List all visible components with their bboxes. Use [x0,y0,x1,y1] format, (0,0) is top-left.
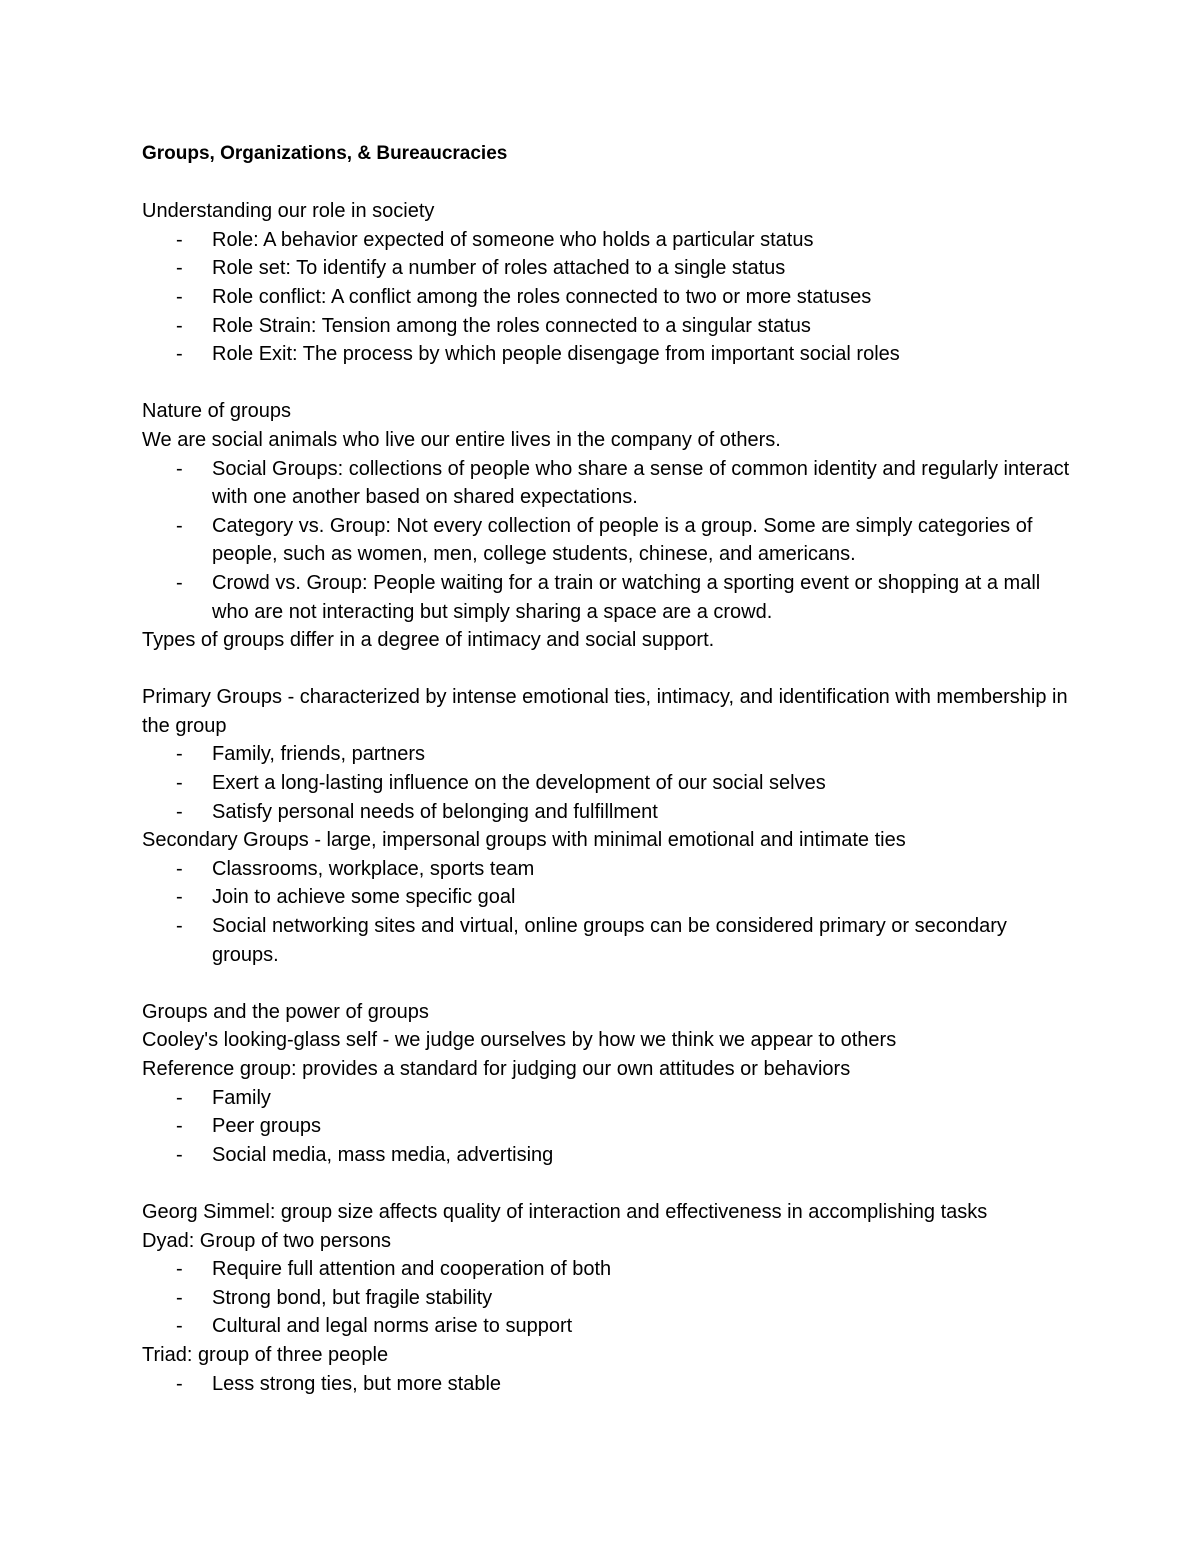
list-item: - Role conflict: A conflict among the roles connected to two or more statuses [142,283,1072,312]
list-item: - Cultural and legal norms arise to support [142,1312,1072,1341]
list-item: - Strong bond, but fragile stability [142,1284,1072,1313]
list-item: - Role: A behavior expected of someone who holds a particular status [142,226,1072,255]
paragraph: We are social animals who live our entire lives in the company of others. [142,428,781,451]
list-item: - Category vs. Group: Not every collection of people is a group. Some are simply categories of people, such as women, men, college students, chinese, and americans. [142,512,1072,569]
list-item: - Peer groups [142,1112,1072,1141]
list-item: - Family, friends, partners [142,740,1072,769]
bullet-list [142,1370,1072,1399]
paragraph: Reference group: provides a standard for judging our own attitudes or behaviors [142,1058,851,1080]
bullet-list [142,1084,1072,1170]
list-item: - Exert a long-lasting influence on the development of our social selves [142,769,1072,798]
paragraph: Triad: group of three people [142,1343,389,1366]
list-item: - Role set: To identify a number of roles attached to a single status [142,254,1072,283]
list-item: - Classrooms, workplace, sports team [142,855,1072,884]
list-item: - Role Exit: The process by which people disengage from important social roles [142,340,1072,369]
section-heading: Understanding our role in society [142,200,435,223]
spacer [142,655,1072,684]
bullet-list [142,740,1072,826]
paragraph: Types of groups differ in a degree of intimacy and social support. [142,629,715,652]
list-item: - Satisfy personal needs of belonging and fulfillment [142,798,1072,827]
list-item: - Crowd vs. Group: People waiting for a train or watching a sporting event or shopping at a mall who are not interacting but simply sharing a space are a crowd. [142,569,1072,626]
section-heading: Georg Simmel: group size affects quality of interaction and effectiveness in accomplishing tasks [142,1200,988,1223]
list-item: - Role Strain: Tension among the roles connected to a singular status [142,312,1072,341]
bullet-list [142,455,1072,627]
spacer [142,369,1072,398]
list-item: - Social networking sites and virtual, online groups can be considered primary or secondary groups. [142,912,1072,969]
list-item: - Social Groups: collections of people who share a sense of common identity and regularly interact with one another based on shared expectations. [142,455,1072,512]
spacer [142,969,1072,998]
document-title: Groups, Organizations, & Bureaucracies [142,143,508,164]
section-heading: Groups and the power of groups [142,1000,429,1023]
spacer [142,1169,1072,1198]
paragraph: Cooley's looking-glass self - we judge ourselves by how we think we appear to others [142,1029,897,1052]
list-item: - Require full attention and cooperation of both [142,1255,1072,1284]
bullet-list [142,855,1072,969]
list-item: - Join to achieve some specific goal [142,883,1072,912]
spacer [142,169,1072,198]
bullet-list [142,1255,1072,1341]
document-page [142,140,1072,1398]
section-heading: Secondary Groups - large, impersonal groups with minimal emotional and intimate ties [142,829,906,852]
list-item: - Social media, mass media, advertising [142,1141,1072,1170]
list-item: - Family [142,1084,1072,1113]
paragraph: Dyad: Group of two persons [142,1229,392,1252]
bullet-list [142,226,1072,369]
list-item: - Less strong ties, but more stable [142,1370,1072,1399]
section-heading: Nature of groups [142,400,291,423]
section-heading: Primary Groups - characterized by intense emotional ties, intimacy, and identification with membership in the group [142,686,1068,737]
